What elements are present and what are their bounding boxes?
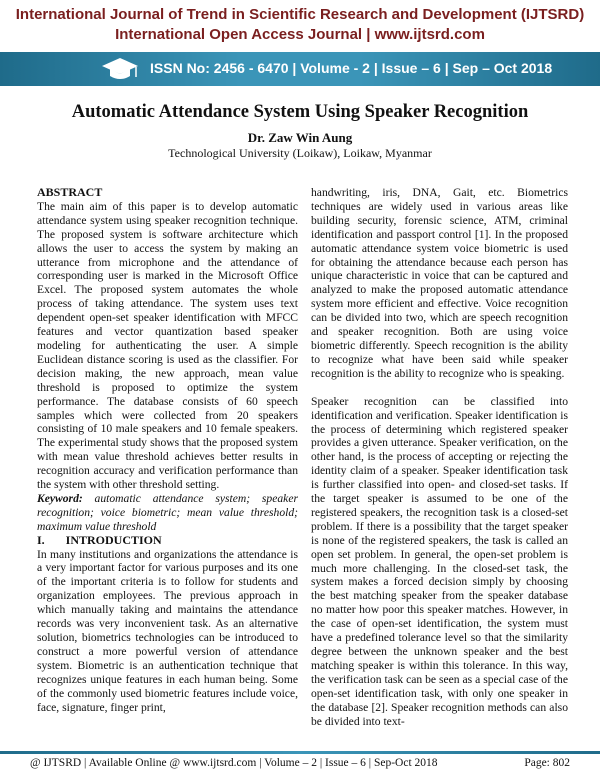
author-affiliation: Technological University (Loikaw), Loikaw, Myanmar (168, 146, 432, 160)
right-paragraph-1: handwriting, iris, DNA, Gait, etc. Biometrics techniques are widely used in various areas like building security, forensic science, ATM, criminal identification and passport control [1]. In the proposed automatic attendance system voice biometric is used for obtaining the attendance because each person has unique characteristic in voice that can be captured and analyzed to make the proposed automatic attendance system more efficient and effective. Voice recognition can be divided into two, which are speech recognition and speaker recognition. Both are using voice biometric differently. Speech recognition is the ability to recognize what have been said while speaker recognition is the ability to recognize who is speaking. (311, 186, 568, 380)
intro-number: I. (37, 532, 45, 547)
issn-line: ISSN No: 2456 - 6470 | Volume - 2 | Issue – 6 | Sep – Oct 2018 (150, 60, 553, 76)
intro-heading (37, 534, 298, 548)
journal-title: International Journal of Trend in Scientific Research and Development (IJTSRD) (15, 6, 585, 23)
footer-rule (0, 751, 600, 754)
intro-title: INTRODUCTION (65, 532, 162, 547)
right-paragraph-2: Speaker recognition can be classified into identification and verification. Speaker identification is the process of determining which registered speaker provides a given utterance. Speaker verification, on the other hand, is the process of accepting or rejecting the identity claim of a speaker. Speaker identification task is further classified into open- and closed-set tasks. If the target speaker is assumed to be one of the registered speakers, the recognition task is a closed-set problem. If there is a possibility that the target speaker is none of the registered speakers, the task is called an open set problem. In general, the open-set problem is much more challenging. In the closed-set task, the system makes a forced decision simply by choosing the best matching speaker from the speaker database no matter how poor this speaker matches. However, in the case of open-set identification, the system must have a predefined tolerance level so that the similarity degree between the unknown speaker and the best matching speaker is within this tolerance. In this way, the verification task can be seen as a special case of the open-set identification task, with only one speaker in the database [2]. Speaker recognition methods can also be divided into text- (311, 394, 568, 728)
footer-citation: @ IJTSRD | Available Online @ www.ijtsrd.com | Volume – 2 | Issue – 6 | Sep-Oct 2018 (30, 757, 438, 769)
journal-banner (0, 0, 600, 90)
abstract-text: The main aim of this paper is to develop automatic attendance system using speaker recognition technique. The proposed system is software architecture which allows the user to access the system by making an utterance from microphone and the attendance of corresponding user is marked in the Microsoft Office Excel. The proposed system automates the whole process of taking attendance. The system uses text dependent open-set speaker identification with MFCC features and vector quantization based speaker modeling for authenticating the user. A simple Euclidean distance scoring is used as the classifier. For decision making, the new approach, mean value threshold is proposed to optimize the system performance. The database consists of 60 speech samples which were collected from 20 speakers consisting of 10 male speakers and 10 female speakers. The experimental study shows that the proposed system with mean value threshold achieves better results in recognition accuracy and verification performance than the system with other threshold setting. (37, 199, 298, 492)
keywords-text: automatic attendance system; speaker recognition; voice biometric; mean value threshold; maximum value threshold (37, 491, 298, 533)
keywords (37, 492, 298, 534)
page-number: Page: 802 (524, 757, 570, 769)
page-footer (0, 751, 600, 776)
paper-author: Dr. Zaw Win Aung (247, 130, 353, 145)
abstract-heading: ABSTRACT (37, 185, 103, 199)
graduation-cap-icon (100, 54, 140, 84)
journal-subtitle: International Open Access Journal | www.ijtsrd.com (115, 26, 485, 43)
left-column (37, 186, 298, 714)
intro-text: In many institutions and organizations the attendance is a very important factor for various purposes and its one of the important criteria is to follow for students and organization employees. The previous approach in which manually taking and maintains the attendance records was very inconvenient task. As an alternative solution, biometrics technologies can be introduced to construct a more powerful version of attendance system. Biometric is an authentication technique that recognizes unique features in each human being. Some of the commonly used biometric features include voice, face, signature, finger print, (37, 547, 298, 714)
paper-title: Automatic Attendance System Using Speaker Recognition (71, 102, 529, 122)
keywords-label: Keyword: (37, 491, 83, 505)
right-column (311, 186, 568, 728)
